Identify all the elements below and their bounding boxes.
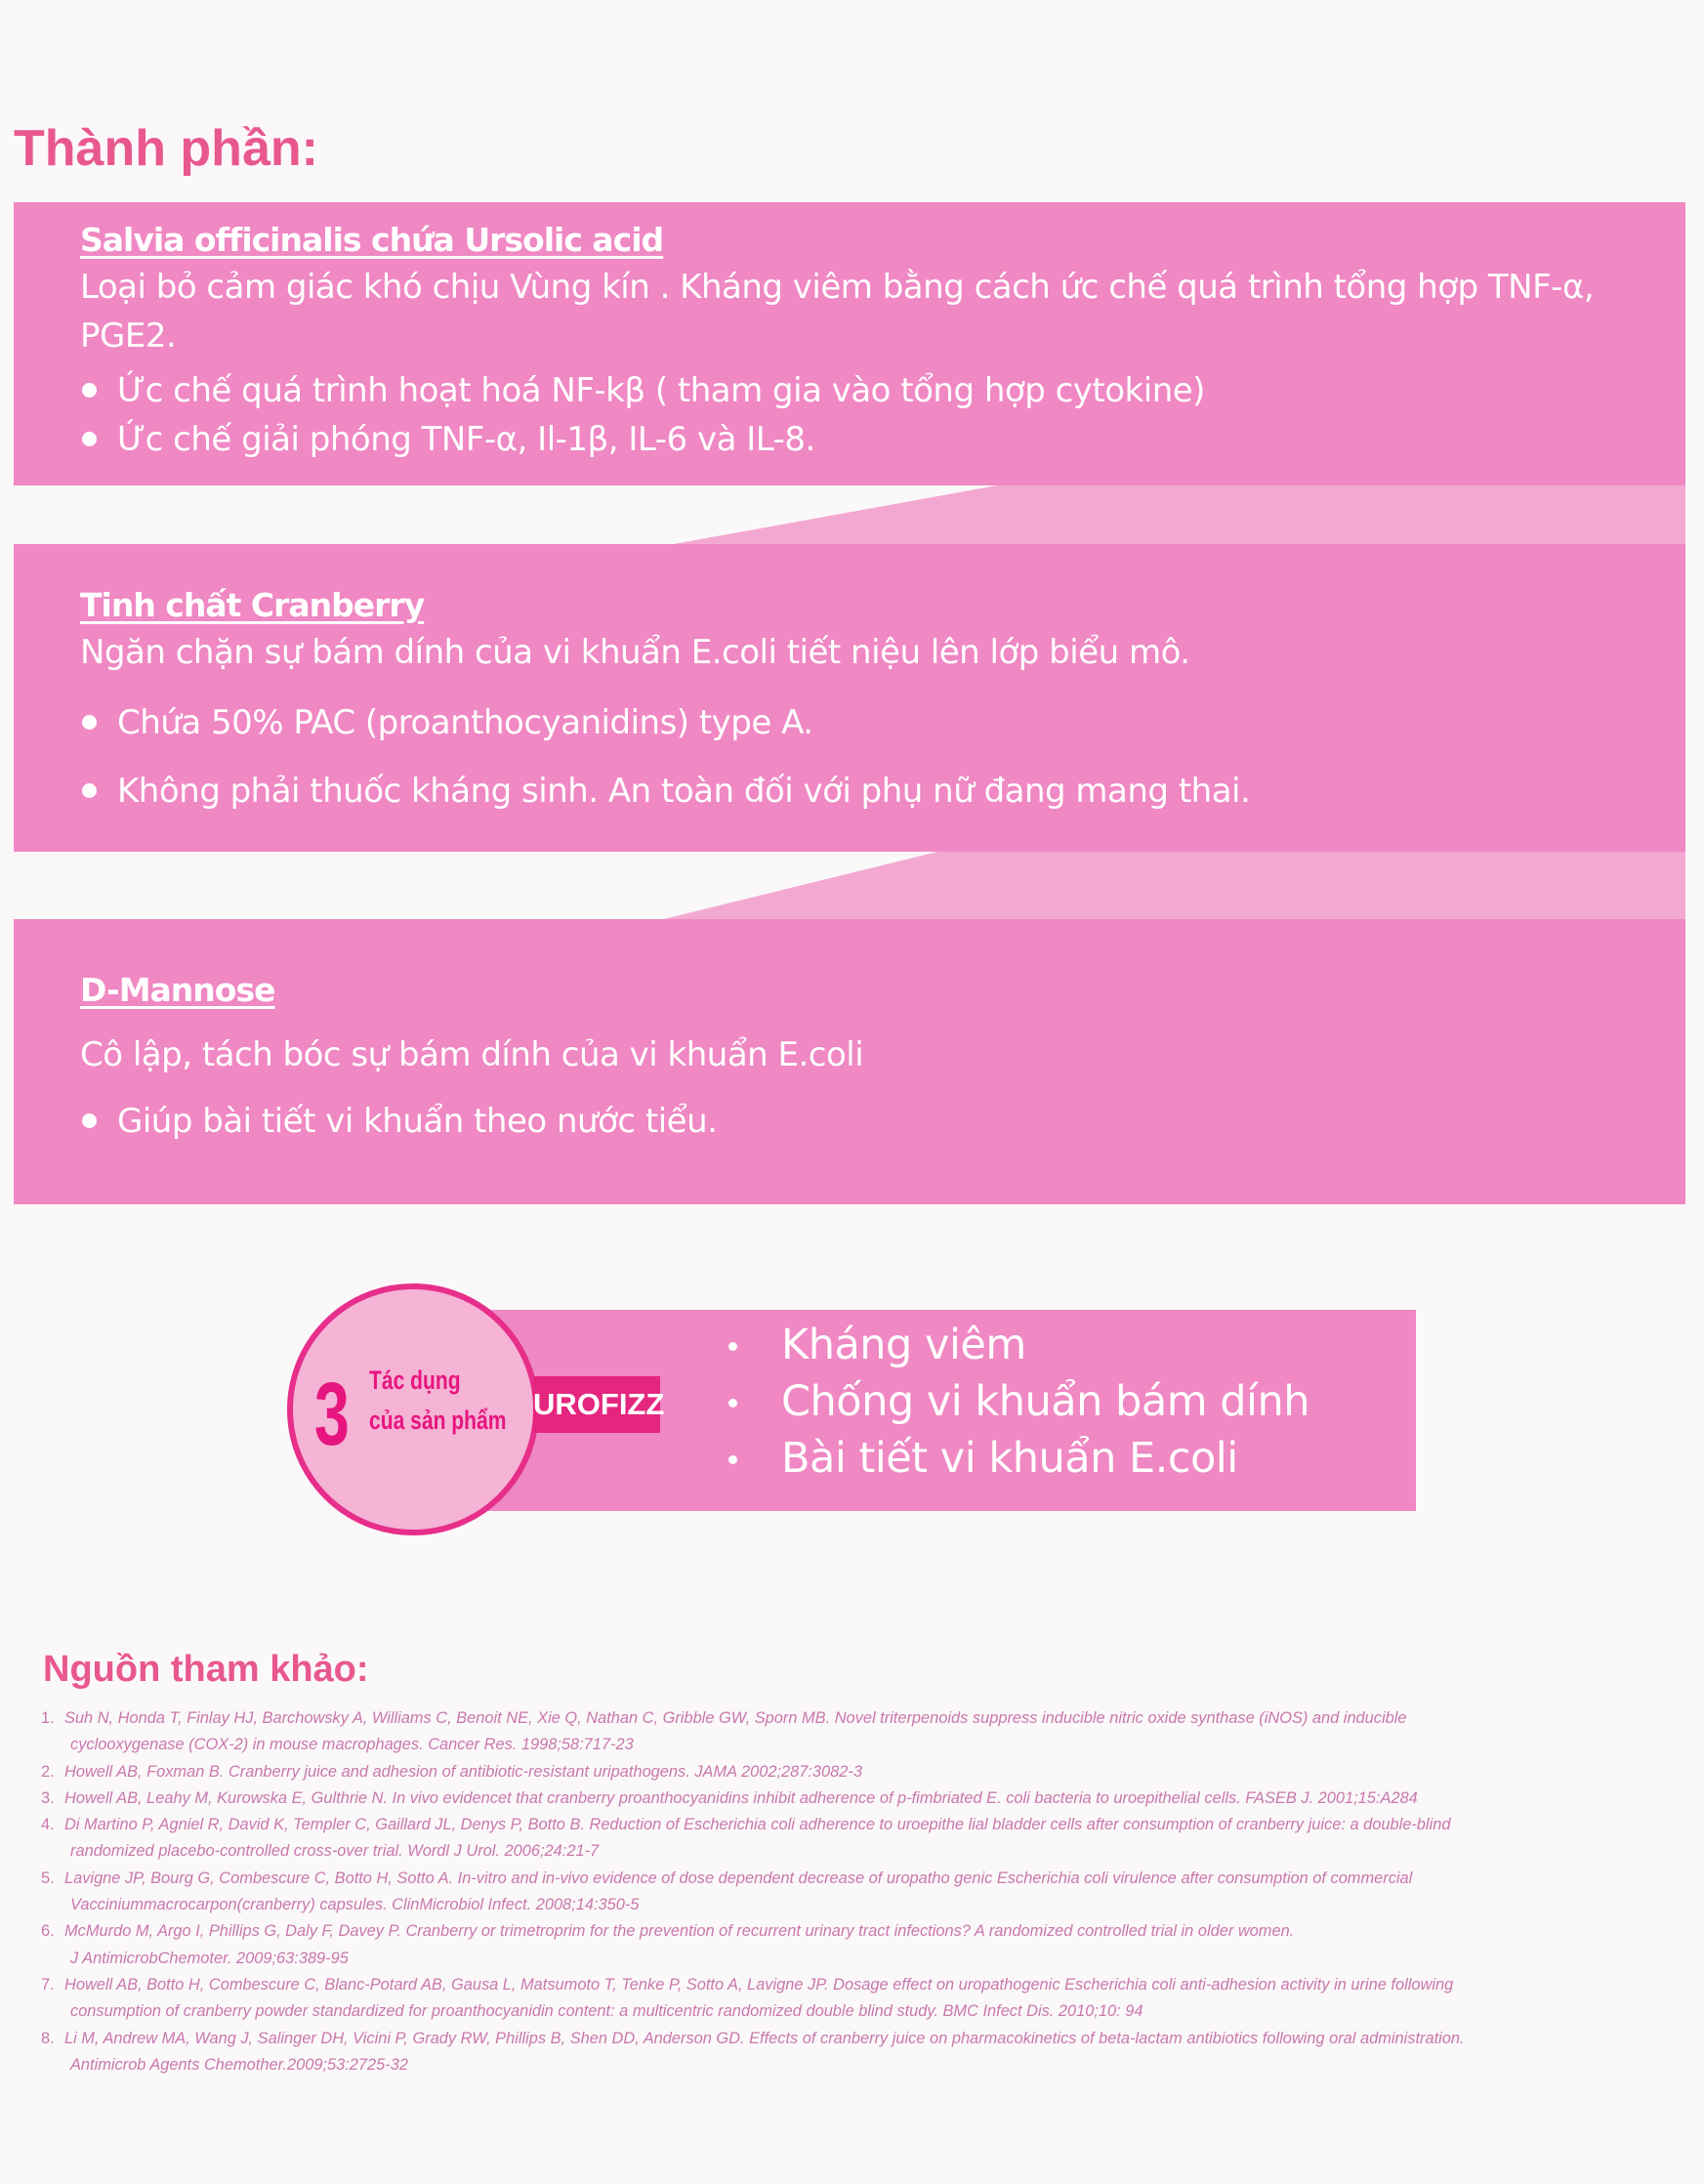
reference-line: Lavigne JP, Bourg G, Combescure C, Botto H, Sotto A. In-vitro and in-vivo evidence of dose dependent decrease of uropatho genic Escherichia coli virulence after consumption of commercial	[64, 1869, 1413, 1887]
brand-logo-badge: UROFIZZ	[533, 1376, 660, 1433]
ingredient-panel-cranberry	[14, 544, 1685, 852]
reference-number: 8.	[41, 2029, 55, 2047]
references-title: Nguồn tham khảo:	[43, 1649, 369, 1690]
reference-number: 6.	[41, 1922, 55, 1941]
reference-line: Howell AB, Leahy M, Kurowska E, Gulthrie N. In vivo evidencet that cranberry proanthocyanidins inhibit adherence of p-fimbriated E. coli bacteria to uroepithelial cells. FASEB J. 2001;15:A284	[64, 1788, 1418, 1807]
reference-item	[41, 1866, 1682, 1919]
effect-item: Chống vi khuẩn bám dính	[723, 1373, 1309, 1430]
reference-item	[41, 1759, 1682, 1785]
reference-line: Howell AB, Botto H, Combescure C, Blanc-Potard AB, Gausa L, Matsumoto T, Tenke P, Sotto A, Lavigne JP. Dosage effect on uropathogenic Escherichia coli anti-adhesion activity in urine following	[64, 1975, 1454, 1994]
ingredient-panel-d-mannose	[14, 919, 1685, 1204]
reference-item	[41, 1705, 1682, 1759]
reference-line-continued: cyclooxygenase (COX-2) in mouse macrophages. Cancer Res. 1998;58:717-23	[70, 1736, 634, 1754]
effect-item: Kháng viêm	[723, 1317, 1309, 1373]
ingredient-bullet: Ức chế giải phóng TNF-α, Il-1β, IL-6 và IL-8.	[80, 415, 1656, 464]
ingredient-panel-salvia	[14, 202, 1685, 485]
effects-label-line2: của sản phẩm	[369, 1406, 507, 1435]
ingredient-bullet: Chứa 50% PAC (proanthocyanidins) type A.	[80, 689, 1656, 757]
reference-line: Howell AB, Foxman B. Cranberry juice and adhesion of antibiotic-resistant uripathogens. JAMA 2002;287:3082-3	[64, 1762, 862, 1781]
reference-number: 3.	[41, 1788, 55, 1807]
reference-item	[41, 1812, 1682, 1866]
reference-line-continued: Vacciniummacrocarpon(cranberry) capsules. ClinMicrobiol Infect. 2008;14:350-5	[70, 1896, 640, 1914]
ingredient-title: Tinh chất Cranberry	[80, 586, 425, 624]
effect-item: Bài tiết vi khuẩn E.coli	[723, 1430, 1309, 1487]
references-list	[41, 1705, 1682, 2079]
reference-number: 4.	[41, 1816, 55, 1834]
effects-label-line1: Tác dụng	[369, 1365, 461, 1395]
ribbon-connector-2	[664, 852, 1685, 919]
reference-number: 7.	[41, 1975, 55, 1994]
ingredient-bullet: Không phải thuốc kháng sinh. An toàn đối với phụ nữ đang mang thai.	[80, 757, 1656, 825]
effects-list	[723, 1317, 1309, 1487]
reference-item	[41, 1972, 1682, 2026]
reference-line: Suh N, Honda T, Finlay HJ, Barchowsky A, Williams C, Benoit NE, Xie Q, Nathan C, Gribble GW, Sporn MB. Novel triterpenoids suppress inducible nitric oxide synthase (iNOS) and inducible	[64, 1709, 1407, 1727]
ingredient-description: Loại bỏ cảm giác khó chịu Vùng kín . Kháng viêm bằng cách ức chế quá trình tổng hợp TNF-α, PGE2.	[80, 268, 1595, 356]
ingredient-bullet: Ức chế quá trình hoạt hoá NF-kβ ( tham gia vào tổng hợp cytokine)	[80, 366, 1656, 415]
ingredient-bullets	[80, 1097, 1656, 1146]
ribbon-connector-1	[674, 479, 1685, 544]
ingredient-description: Ngăn chặn sự bám dính của vi khuẩn E.coli tiết niệu lên lớp biểu mô.	[80, 633, 1190, 672]
reference-line-continued: Antimicrob Agents Chemother.2009;53:2725-32	[70, 2055, 408, 2074]
ingredient-title: D-Mannose	[80, 971, 275, 1009]
reference-item	[41, 1785, 1682, 1812]
ingredient-title: Salvia officinalis chứa Ursolic acid	[80, 221, 664, 259]
page-title: Thành phần:	[14, 120, 318, 177]
reference-line: Li M, Andrew MA, Wang J, Salinger DH, Vicini P, Grady RW, Phillips B, Shen DD, Anderson GD. Effects of cranberry juice on pharmacokinetics of beta-lactam antibiotics following oral administration.	[64, 2029, 1465, 2047]
reference-number: 5.	[41, 1869, 55, 1887]
ingredient-bullets	[80, 366, 1656, 464]
effects-count: 3	[314, 1365, 350, 1464]
reference-line-continued: J AntimicrobChemoter. 2009;63:389-95	[70, 1949, 349, 1967]
reference-item	[41, 2026, 1682, 2079]
reference-number: 1.	[41, 1709, 55, 1727]
reference-number: 2.	[41, 1762, 55, 1781]
ingredient-bullet: Giúp bài tiết vi khuẩn theo nước tiểu.	[80, 1097, 1656, 1146]
reference-line-continued: randomized placebo-controlled cross-over trial. Wordl J Urol. 2006;24:21-7	[70, 1842, 600, 1861]
ingredient-description: Cô lập, tách bóc sự bám dính của vi khuẩn E.coli	[80, 1035, 864, 1074]
ingredient-bullets	[80, 689, 1656, 825]
reference-line: Di Martino P, Agniel R, David K, Templer C, Gaillard JL, Denys P, Botto B. Reduction of Escherichia coli adherence to uroepithe lial bladder cells after consumption of cranberry juice: a double-blind	[64, 1816, 1451, 1834]
reference-line: McMurdo M, Argo I, Phillips G, Daly F, Davey P. Cranberry or trimetroprim for the prevention of recurrent urinary tract infections? A randomized controlled trial in older women.	[64, 1922, 1295, 1941]
reference-item	[41, 1918, 1682, 1972]
reference-line-continued: consumption of cranberry powder standardized for proanthocyanidin content: a multicentric randomized double blind study. BMC Infect Dis. 2010;10: 94	[70, 2002, 1143, 2021]
